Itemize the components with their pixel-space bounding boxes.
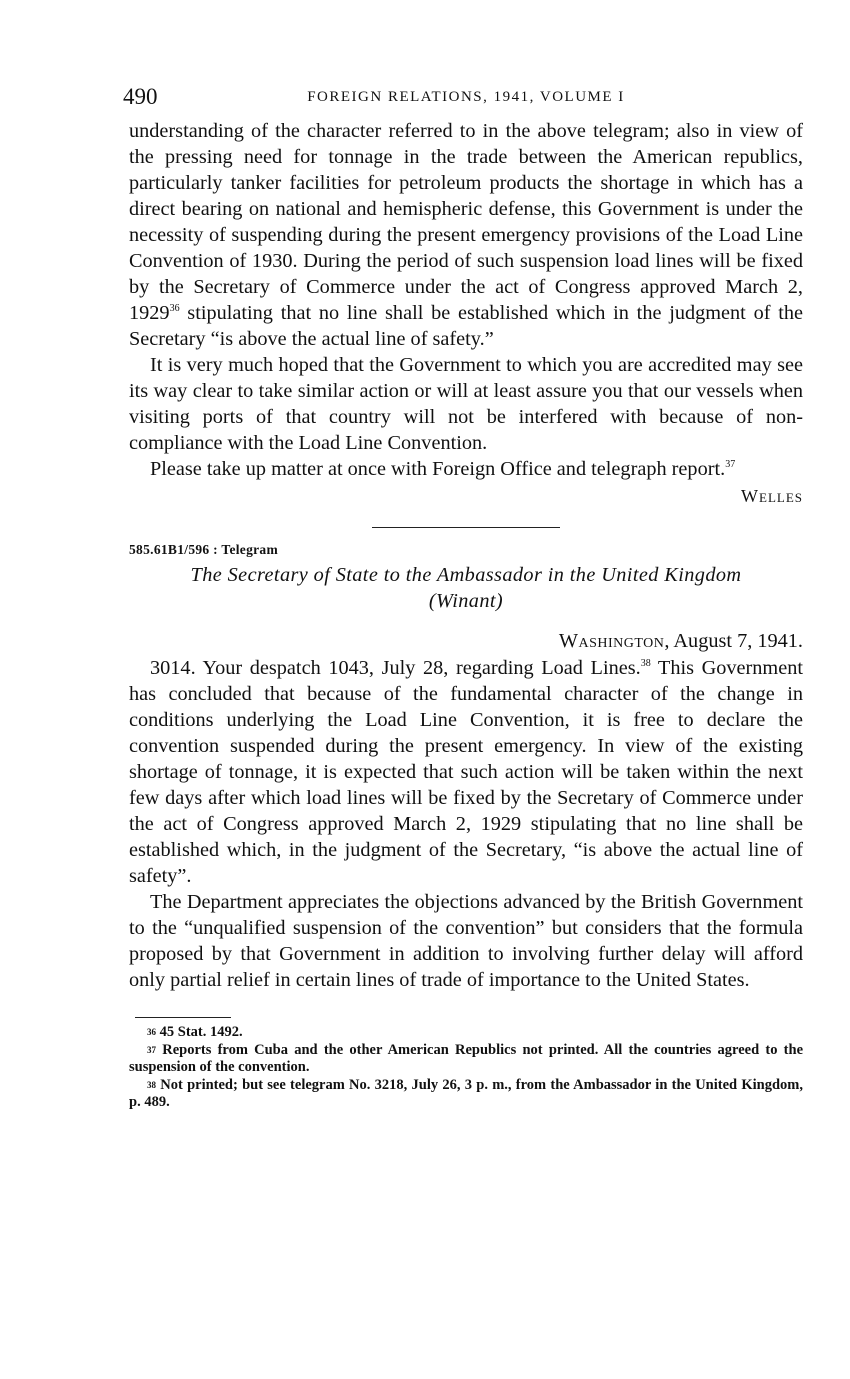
continued-paragraph-2: It is very much hoped that the Government to which you are accredited may see its way clear to take similar action or will at least assure you that our vessels when visiting ports of that country will not be interfered with because of non-compliance with the Load Line Convention. bbox=[129, 354, 803, 454]
signature: Welles bbox=[741, 486, 803, 506]
footnote-36 bbox=[129, 1024, 803, 1042]
footnote-ref-37: 37 bbox=[725, 459, 736, 471]
footnote-text: Reports from Cuba and the other American Republics not printed. All the countries agreed to the suspension of the convention. bbox=[129, 1041, 804, 1075]
running-head bbox=[123, 84, 803, 118]
file-reference: 585.61B1/596 : Telegram bbox=[129, 542, 279, 557]
footnote-divider bbox=[135, 1017, 231, 1018]
continued-paragraph-1 bbox=[129, 118, 803, 352]
footnote-38 bbox=[129, 1077, 803, 1112]
heading-line-2: (Winant) bbox=[428, 590, 504, 612]
footnote-mark: 38 bbox=[147, 1079, 156, 1090]
footnote-mark: 37 bbox=[147, 1044, 156, 1055]
telegram-paragraph-1 bbox=[129, 655, 803, 889]
footnote-37 bbox=[129, 1042, 803, 1077]
footnote-mark: 36 bbox=[147, 1027, 156, 1037]
document-heading bbox=[129, 562, 803, 614]
footnote-text: Not printed; but see telegram No. 3218, July 26, 3 p. m., from the Ambassador in the United Kingdom, p. 489. bbox=[129, 1076, 803, 1110]
document-page bbox=[123, 84, 804, 1112]
footnote-ref-38: 38 bbox=[640, 658, 651, 670]
footnote-ref-36: 36 bbox=[169, 303, 180, 315]
paragraph-text: This Government has concluded that because of the fundamental character of the change in conditions underlying the Load Line Convention, it is free to declare the convention suspended during the present emergency. In view of the existing shortage of tonnage, it is expected that such action will be taken within the next few days after which load lines will be fixed by the Secretary of Commerce under the act of Congress approved March 2, 1929 stipulating that no line shall be established which, in the judgment of the Secretary, “is above the actual line of safety”. bbox=[129, 657, 803, 887]
dateline-date: , August 7, 1941. bbox=[664, 630, 803, 652]
paragraph-text: stipulating that no line shall be established which in the judgment of the Secretary “is above the actual line of safety.” bbox=[129, 302, 803, 350]
paragraph-text: 3014. Your despatch 1043, July 28, regarding Load Lines. bbox=[150, 657, 641, 679]
section-divider bbox=[372, 527, 560, 528]
paragraph-text: Please take up matter at once with Foreign Office and telegraph report. bbox=[150, 458, 726, 480]
dateline bbox=[129, 630, 803, 653]
page-number: 490 bbox=[123, 84, 158, 109]
telegram-paragraph-2: The Department appreciates the objections advanced by the British Government to the “unqualified suspension of the convention” but considers that the formula proposed by that Government in addition to involving further delay will afford only partial relief in certain lines of trade of importance to the United States. bbox=[129, 891, 803, 991]
heading-line-1: The Secretary of State to the Ambassador in the United Kingdom bbox=[190, 564, 742, 586]
running-title: FOREIGN RELATIONS, 1941, VOLUME I bbox=[307, 89, 625, 105]
dateline-place: Washington bbox=[558, 630, 665, 652]
footnote-text: 45 Stat. 1492. bbox=[159, 1024, 243, 1040]
continued-paragraph-3 bbox=[129, 456, 803, 482]
paragraph-text: understanding of the character referred to in the above telegram; also in view of the pressing need for tonnage in the trade between the American republics, particularly tanker facilities for petroleum products the shortage in which has a direct bearing on national and hemispheric defense, this Government is under the necessity of suspending during the present emergency provisions of the Load Line Convention of 1930. During the period of such suspension load lines will be fixed by the Secretary of Commerce under the act of Congress approved March 2, 1929 bbox=[129, 120, 803, 324]
